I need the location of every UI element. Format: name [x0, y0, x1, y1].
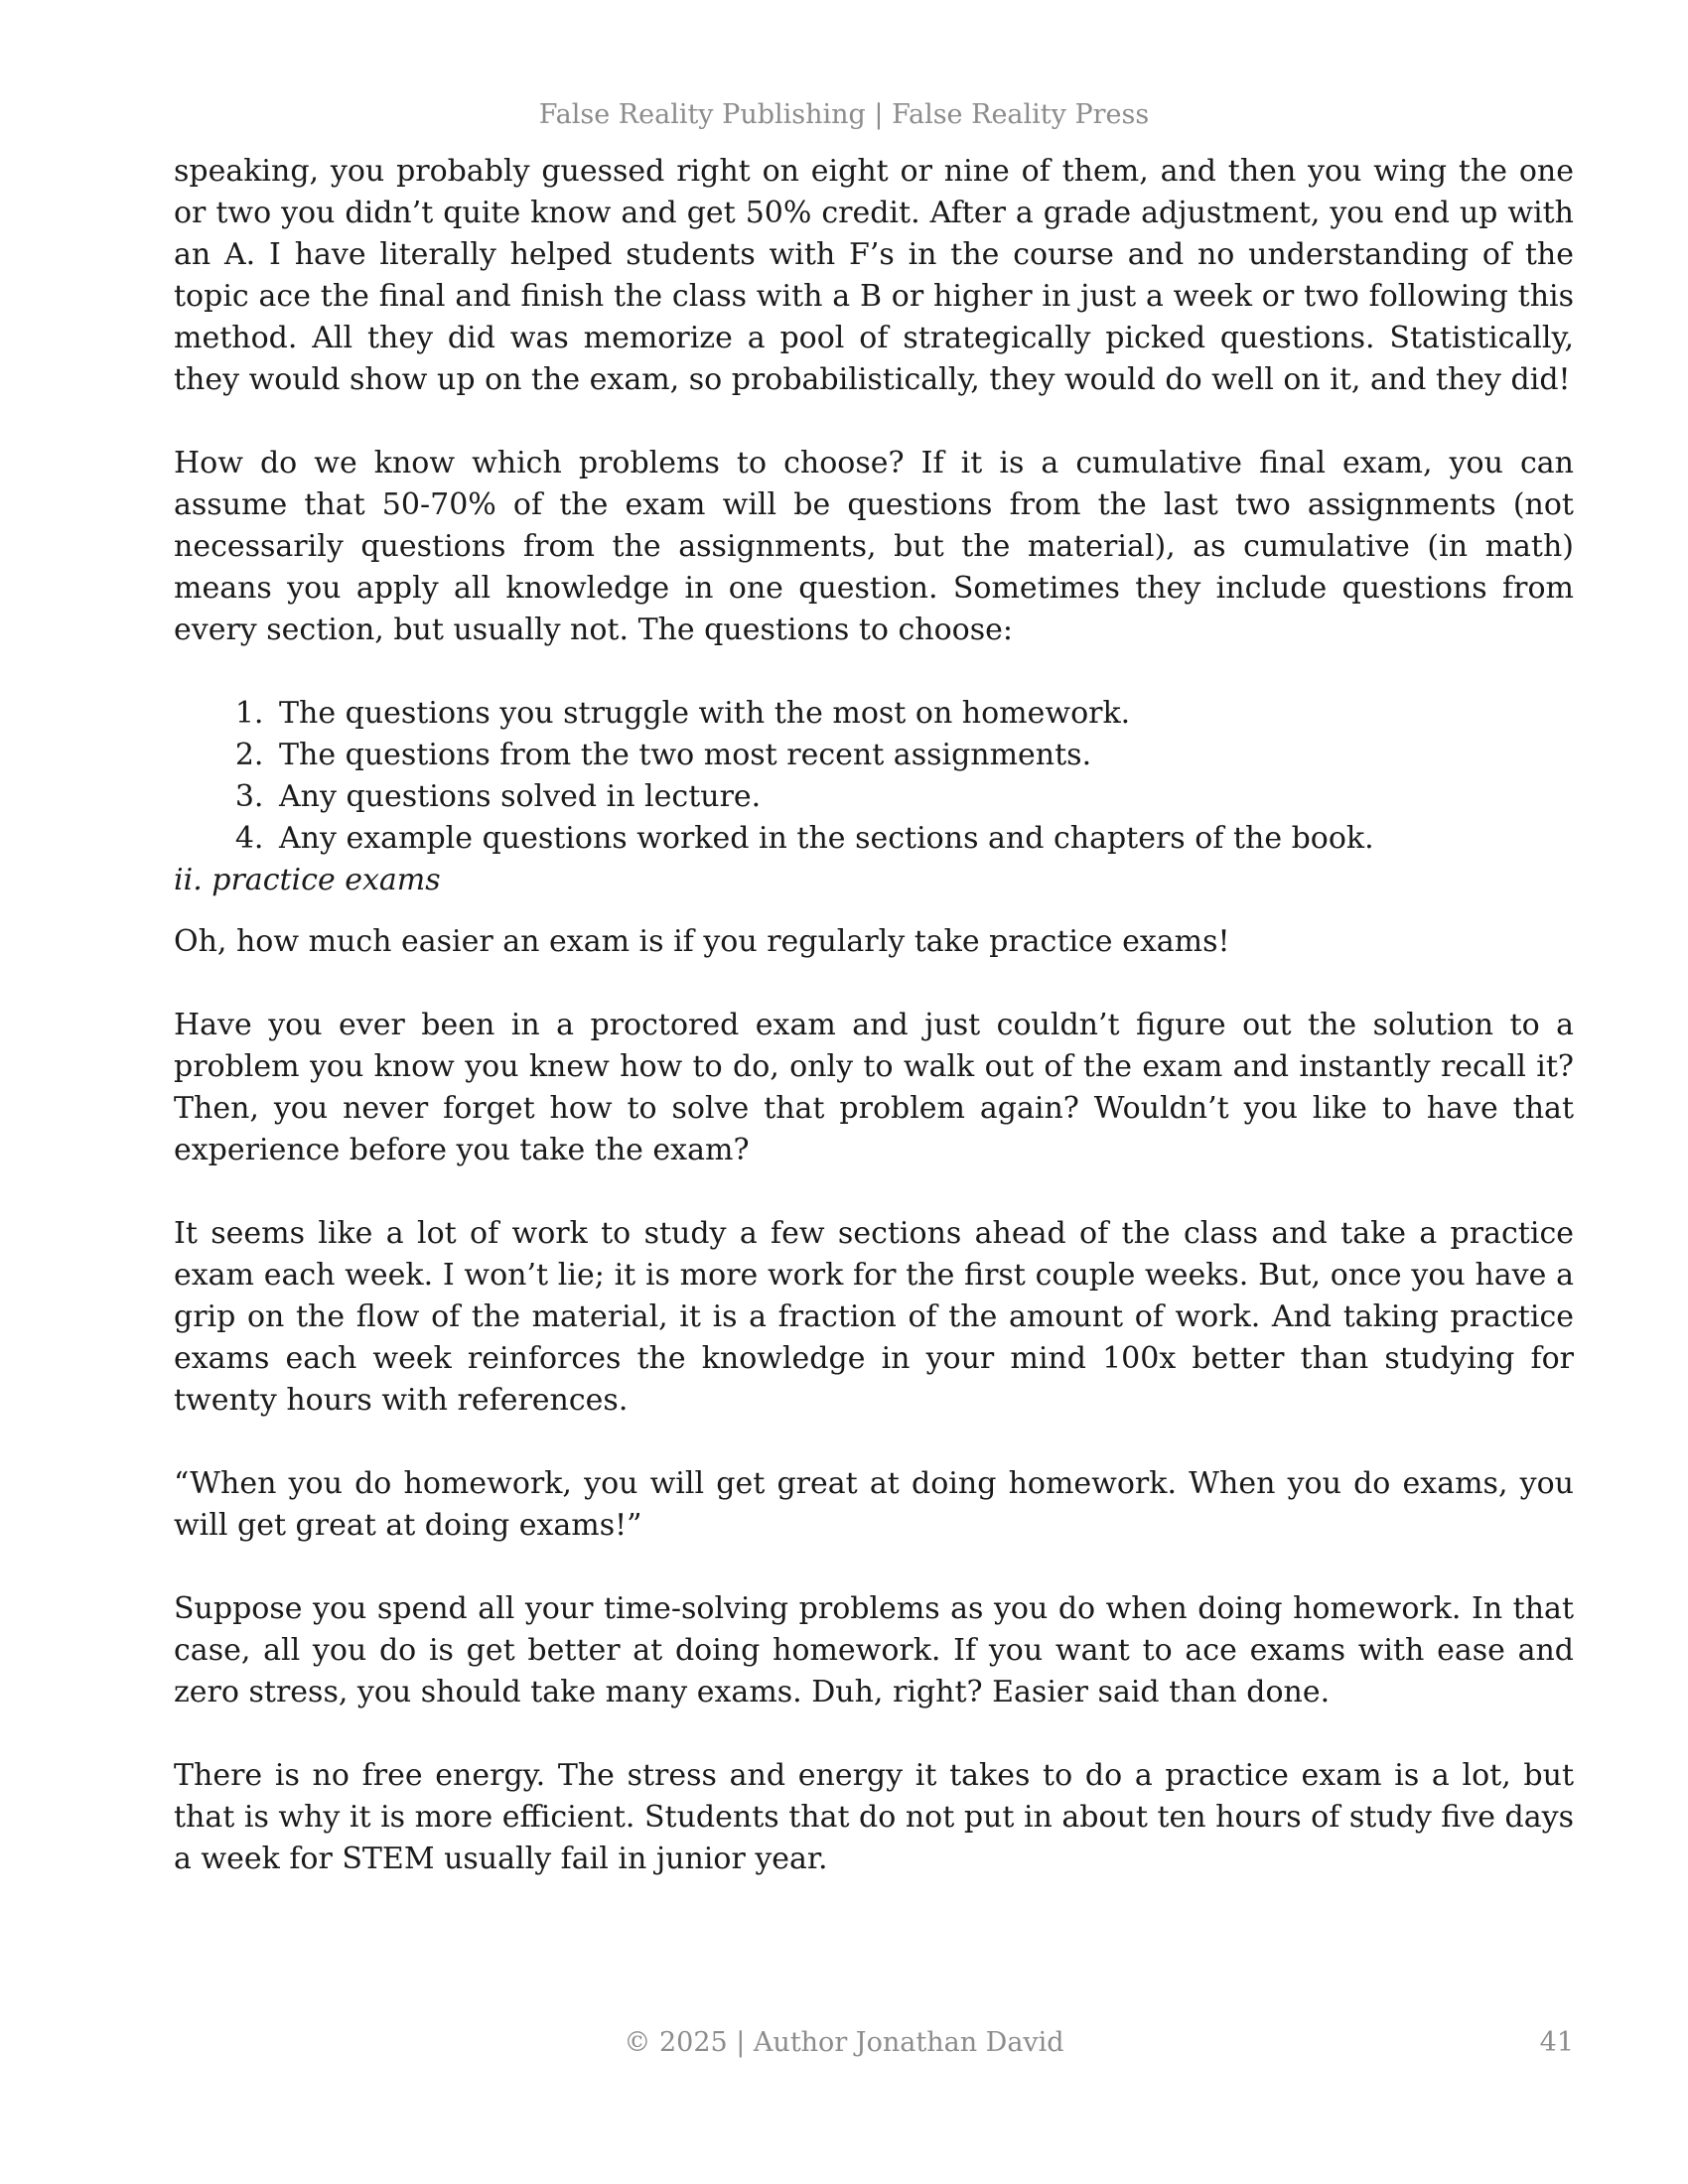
paragraph: It seems like a lot of work to study a few sections ahead of the class and take a practice exam each week. I won’t lie; it is more work for the first couple weeks. But, once you have a grip on the flow of the material, it is a fraction of the amount of work. And taking practice exams each week reinforces the knowledge in your mind 100x better than studying for twenty hours with references. [174, 1216, 1574, 1418]
paragraph: Oh, how much easier an exam is if you regularly take practice exams! [174, 924, 1230, 959]
page-number: 41 [1539, 2027, 1574, 2058]
list-item: 4. Any example questions worked in the sections and chapters of the book. [273, 818, 1574, 860]
list-item: 2. The questions from the two most recent assignments. [273, 735, 1574, 776]
paragraph: Have you ever been in a proctored exam and just couldn’t figure out the solution to a problem you know you knew how to do, only to walk out of the exam and instantly recall it? Then, you never forget how to solve that problem again? Wouldn’t you like to have that experience before you take the exam? [174, 1008, 1574, 1167]
paragraph: There is no free energy. The stress and energy it takes to do a practice exam is a lot, but that is why it is more efficient. Students that do not put in about ten hours of study five days a week for STEM usually fail in junior year. [174, 1758, 1574, 1876]
section-heading: ii. practice exams [174, 863, 441, 897]
paragraph: speaking, you probably guessed right on eight or nine of them, and then you wing the one or two you didn’t quite know and get 50% credit. After a grade adjustment, you end up with an A. I have literally helped students with F’s in the course and no understanding of the topic ace the final and finish the class with a B or higher in just a week or two following this method. All they did was memorize a pool of strategically picked questions. Statistically, they would show up on the exam, so probabilistically, they would do well on it, and they did! [174, 154, 1574, 397]
page-header: False Reality Publishing | False Reality Press [538, 99, 1150, 130]
quote-paragraph: “When you do homework, you will get great at doing homework. When you do exams, you will get great at doing exams!” [174, 1466, 1574, 1543]
list-item: 3. Any questions solved in lecture. [273, 776, 1574, 818]
page-footer: © 2025 | Author Jonathan David [624, 2027, 1064, 2058]
paragraph: Suppose you spend all your time-solving problems as you do when doing homework. In that case, all you do is get better at doing homework. If you want to ace exams with ease and zero stress, you should take many exams. Duh, right? Easier said than done. [174, 1591, 1574, 1709]
page-body [174, 151, 1574, 1880]
list-item: 1. The questions you struggle with the most on homework. [273, 693, 1574, 735]
question-list [174, 693, 1574, 860]
paragraph: How do we know which problems to choose? If it is a cumulative final exam, you can assume that 50-70% of the exam will be questions from the last two assignments (not necessarily questions from the assignments, but the material), as cumulative (in math) means you apply all knowledge in one question. Sometimes they include questions from every section, but usually not. The questions to choose: [174, 446, 1574, 647]
